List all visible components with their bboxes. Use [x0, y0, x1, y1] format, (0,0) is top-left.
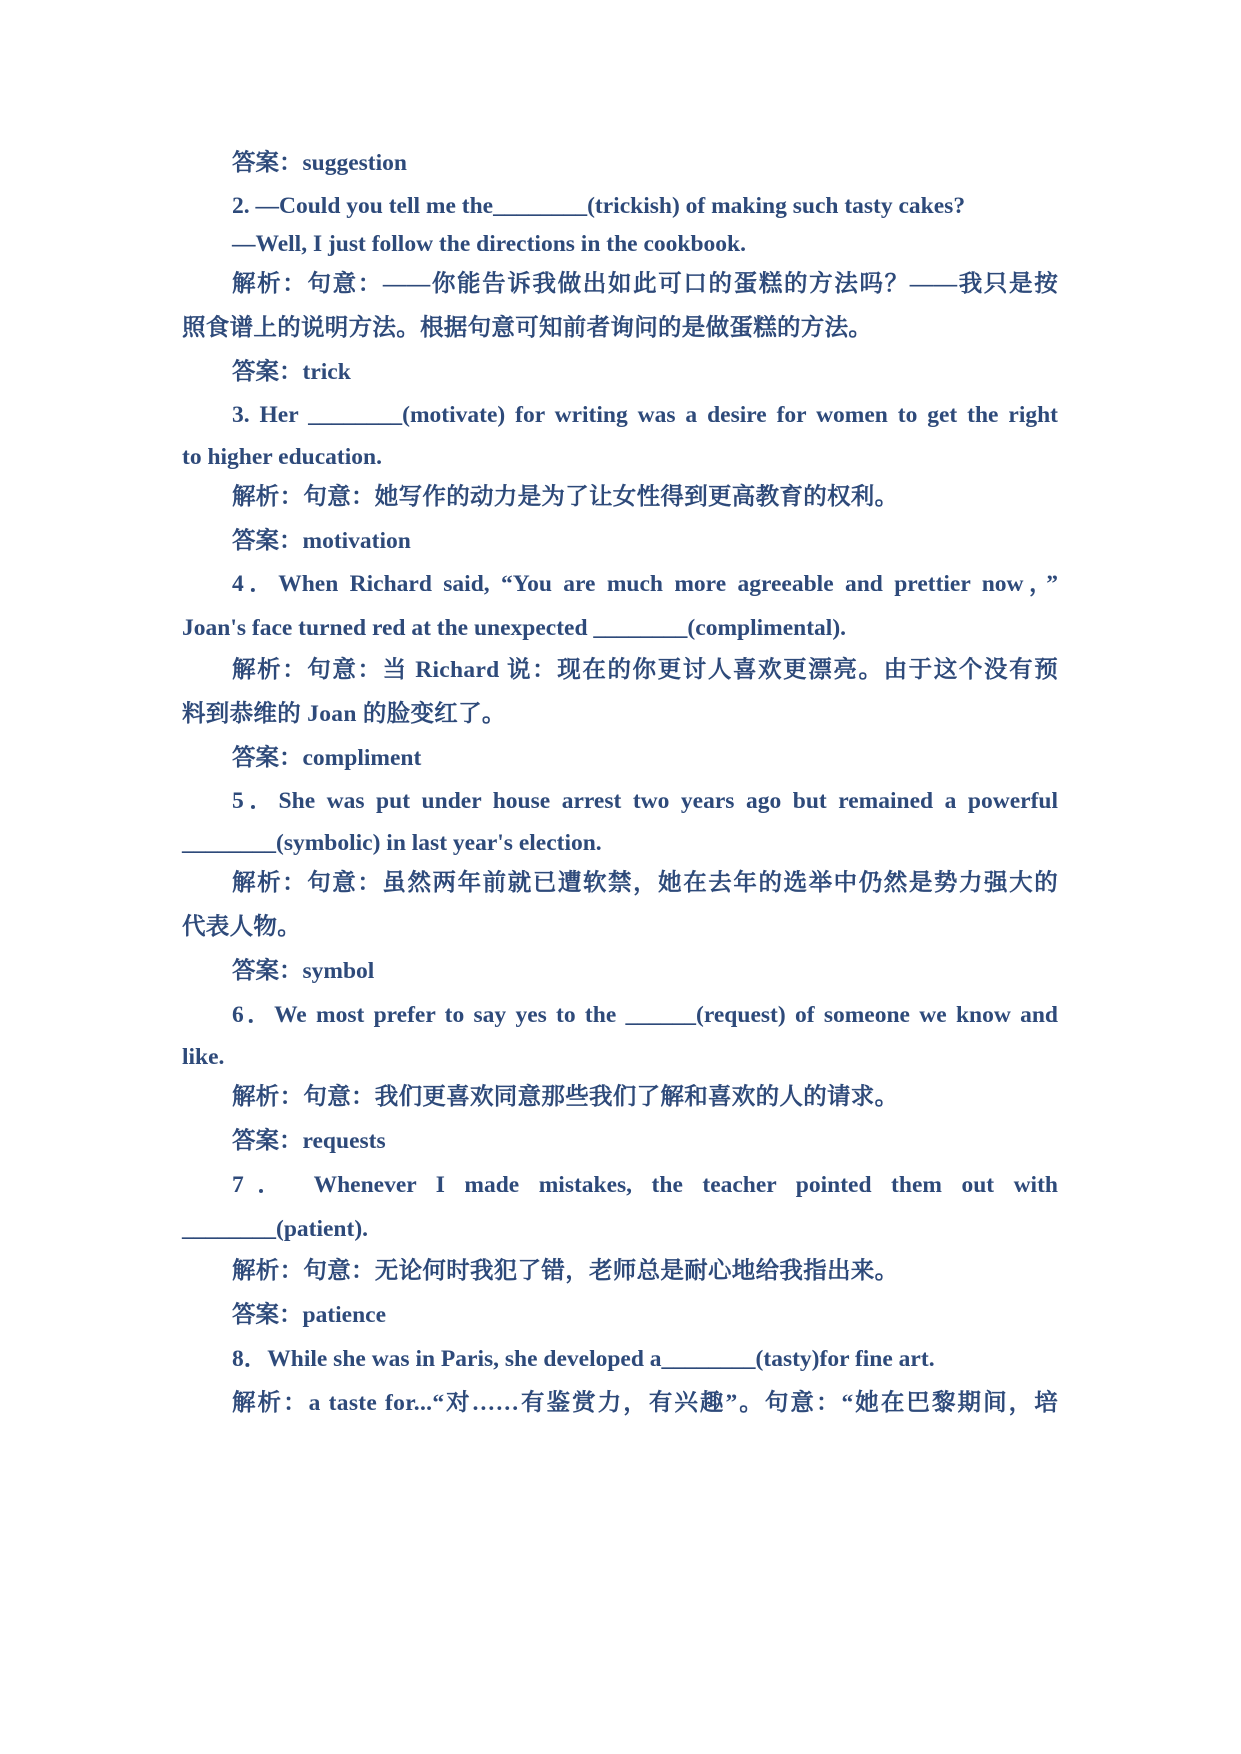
explanation-6: 解析：句意：我们更喜欢同意那些我们了解和喜欢的人的请求。	[232, 1084, 899, 1110]
question-3-line-2: to higher education.	[182, 444, 382, 470]
answer-1: 答案：suggestion	[232, 150, 407, 176]
question-5-line-2: ________(symbolic) in last year's election.	[182, 830, 602, 856]
explanation-4-line-2: 料到恭维的 Joan 的脸变红了。	[182, 701, 506, 727]
answer-5: 答案：symbol	[232, 958, 375, 984]
explanation-2-line-1: 解析：句意：——你能告诉我做出如此可口的蛋糕的方法吗？——我只是按	[232, 271, 1058, 297]
question-7-line-1: 7． Whenever I made mistakes, the teacher pointed them out with	[232, 1172, 1058, 1198]
question-4-line-2: Joan's face turned red at the unexpected ________(complimental).	[182, 615, 847, 641]
explanation-2-line-2: 照食谱上的说明方法。根据句意可知前者询问的是做蛋糕的方法。	[182, 315, 873, 341]
question-2-line-1: 2. —Could you tell me the________(trickish) of making such tasty cakes?	[232, 193, 966, 219]
question-6-line-1: 6．We most prefer to say yes to the ______(request) of someone we know and	[232, 1002, 1058, 1028]
explanation-4-line-1: 解析：句意：当 Richard 说：现在的你更讨人喜欢更漂亮。由于这个没有预	[232, 657, 1058, 683]
explanation-8-line-1: 解析：a taste for...“对……有鉴赏力，有兴趣”。句意：“她在巴黎期间，培	[232, 1390, 1058, 1416]
question-5-line-1: 5．She was put under house arrest two years ago but remained a powerful	[232, 788, 1058, 814]
answer-3: 答案：motivation	[232, 528, 411, 554]
answer-4: 答案：compliment	[232, 745, 422, 771]
question-6-line-2: like.	[182, 1044, 225, 1070]
question-8: 8．While she was in Paris, she developed a________(tasty)for fine art.	[232, 1346, 935, 1372]
question-4-line-1: 4．When Richard said, “You are much more agreeable and prettier now，”	[232, 571, 1058, 597]
explanation-7: 解析：句意：无论何时我犯了错，老师总是耐心地给我指出来。	[232, 1258, 899, 1284]
answer-2: 答案：trick	[232, 359, 351, 385]
explanation-3: 解析：句意：她写作的动力是为了让女性得到更高教育的权利。	[232, 484, 899, 510]
question-3-line-1: 3. Her ________(motivate) for writing was a desire for women to get the right	[232, 402, 1058, 428]
explanation-5-line-2: 代表人物。	[182, 914, 301, 940]
answer-7: 答案：patience	[232, 1302, 387, 1328]
exercise-content	[182, 148, 1058, 1432]
explanation-5-line-1: 解析：句意：虽然两年前就已遭软禁，她在去年的选举中仍然是势力强大的	[232, 870, 1058, 896]
answer-6: 答案：requests	[232, 1128, 386, 1154]
question-7-line-2: ________(patient).	[182, 1216, 369, 1242]
question-2-line-2: —Well, I just follow the directions in the cookbook.	[232, 231, 746, 257]
